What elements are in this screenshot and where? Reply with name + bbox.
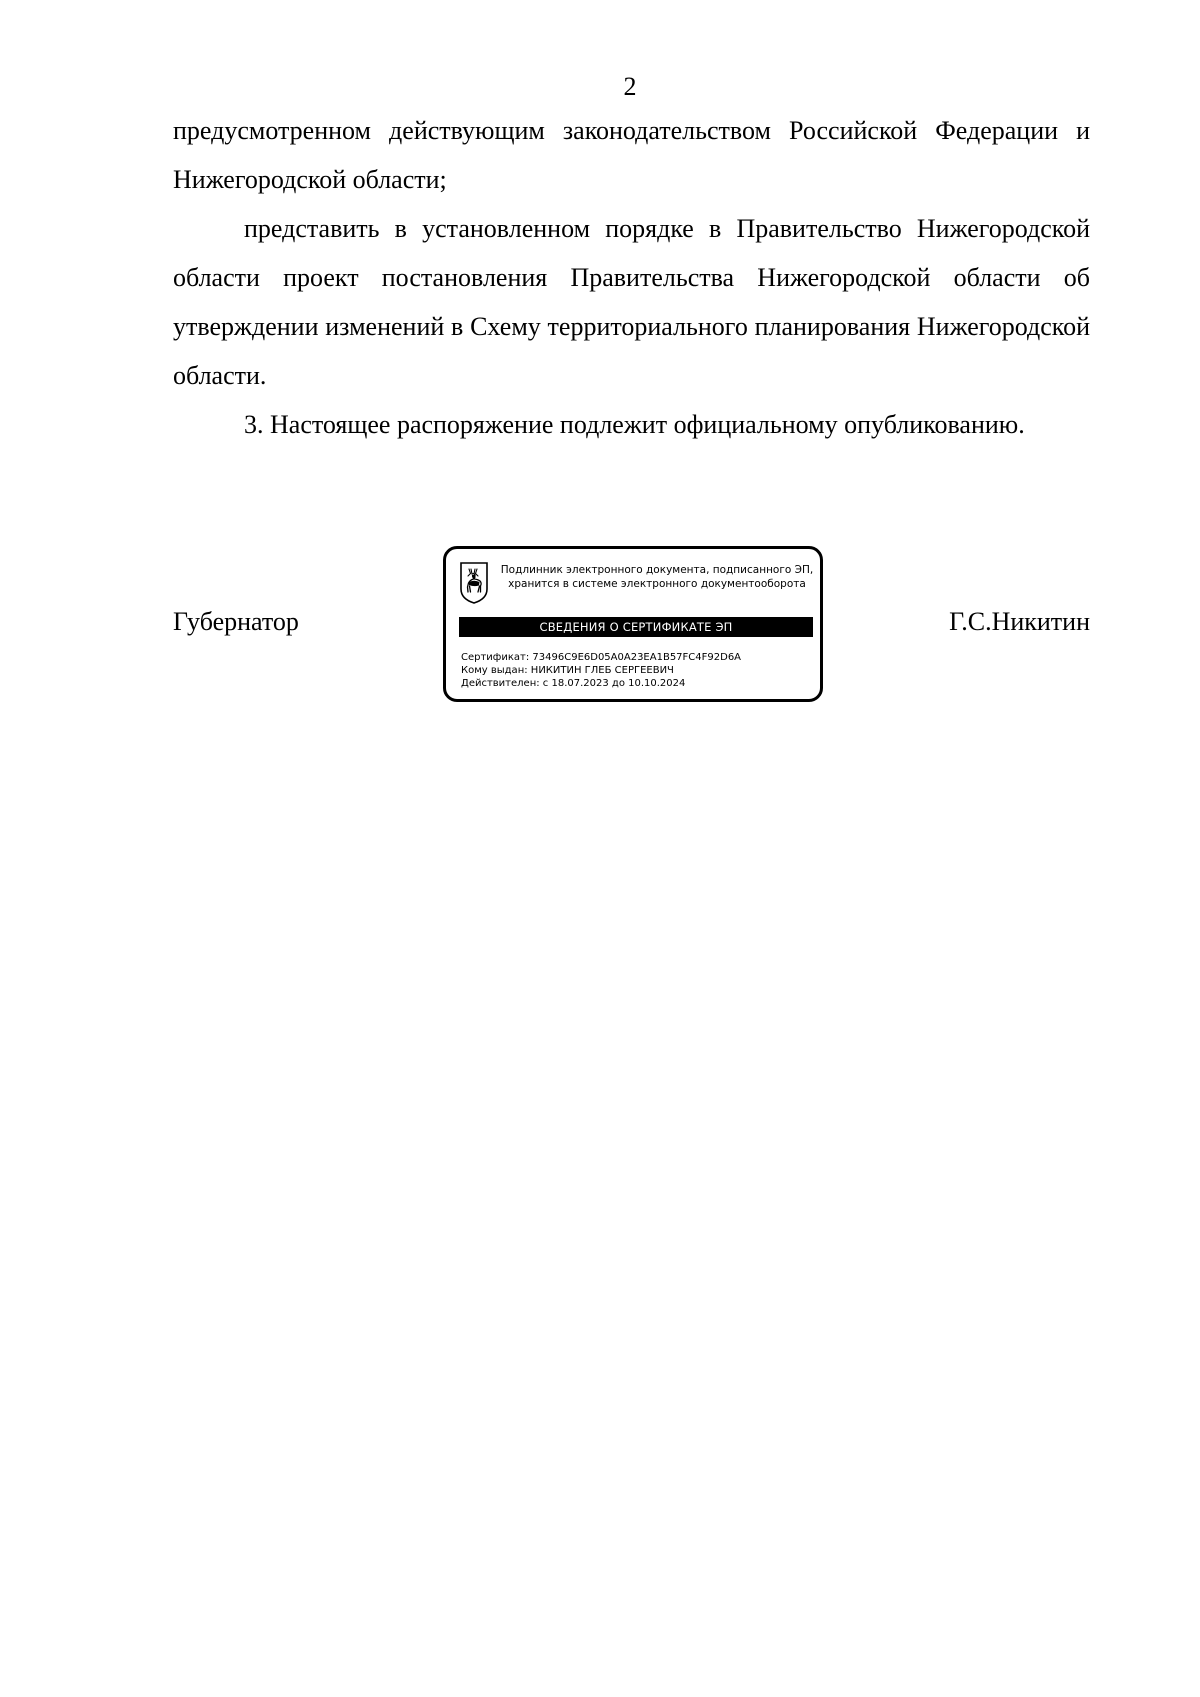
paragraph-submit-project: представить в установленном порядке в Правительство Нижегородской области проект постановления Правительства Нижегородской области об утверждении изменений в Схему территориального планирования Нижегородской области. [173, 214, 1090, 390]
signatory-name: Г.С.Никитин [949, 607, 1090, 636]
document-body [173, 106, 1090, 449]
issued-to-value: НИКИТИН ГЛЕБ СЕРГЕЕВИЧ [530, 665, 674, 676]
issued-to-label: Кому выдан: [461, 665, 528, 676]
stamp-header-line: хранится в системе электронного документооборота [508, 578, 806, 590]
stamp-header [498, 563, 816, 591]
paragraph-continuation: предусмотренном действующим законодательством Российской Федерации и Нижегородской области; [173, 116, 1090, 194]
validity-label: Действителен: [461, 678, 540, 689]
stamp-header-line: Подлинник электронного документа, подписанного ЭП, [500, 564, 814, 576]
certificate-row [461, 651, 813, 664]
validity-value: с 18.07.2023 до 10.10.2024 [542, 678, 686, 689]
page-number: 2 [623, 72, 637, 101]
paragraph-publication: 3. Настоящее распоряжение подлежит официальному опубликованию. [244, 410, 1025, 439]
certificate-label: Сертификат: [461, 652, 530, 663]
certificate-value: 73496C9E6D05A0A23EA1B57FC4F92D6A [532, 652, 742, 663]
validity-row [461, 677, 813, 690]
certificate-details [461, 651, 813, 690]
signatory-title: Губернатор [173, 607, 299, 636]
electronic-signature-stamp [443, 546, 823, 702]
issued-to-row [461, 664, 813, 677]
certificate-info-bar: СВЕДЕНИЯ О СЕРТИФИКАТЕ ЭП [459, 617, 813, 637]
coat-of-arms-icon [459, 561, 489, 605]
